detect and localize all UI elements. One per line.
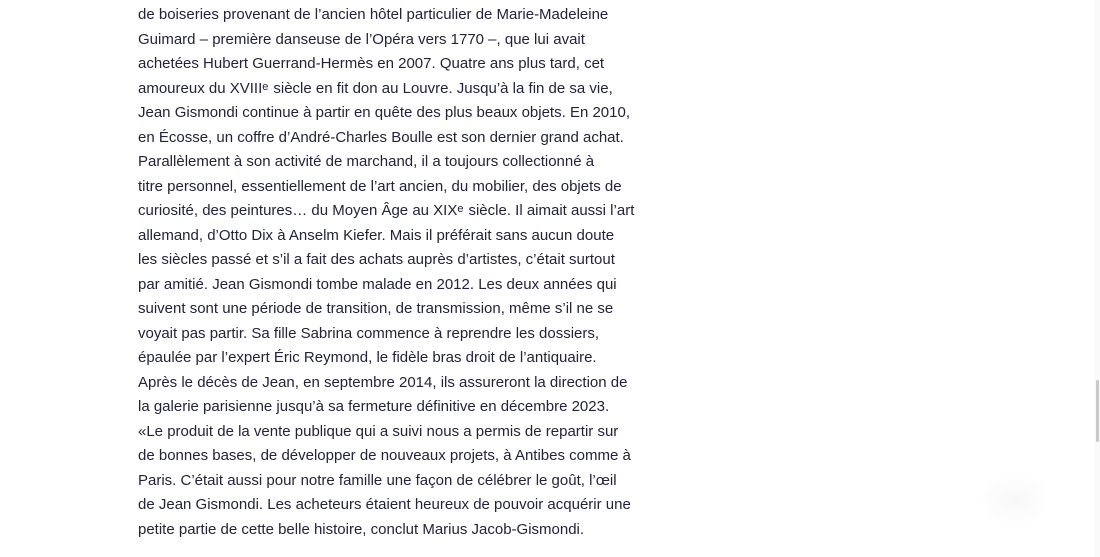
text-segment: titre personnel, essentiellement de l’art ancien, du mobilier, des objets de [138, 177, 622, 195]
scrollbar-thumb[interactable] [1096, 380, 1099, 442]
text-segment: «Le produit de la vente publique qui a suivi nous a permis de repartir sur [138, 422, 619, 440]
text-line [138, 175, 622, 200]
text-segment: petite partie de cette belle histoire, conclut Marius Jacob-Gismondi. [138, 520, 585, 538]
text-line [138, 224, 615, 249]
text-line [138, 101, 630, 126]
text-line [138, 77, 613, 102]
text-line [138, 3, 609, 28]
text-line [138, 346, 598, 371]
faded-widget [975, 470, 1055, 530]
text-line [138, 518, 598, 543]
scrollbar-track[interactable] [1094, 0, 1100, 557]
text-line [138, 322, 598, 347]
text-segment: siècle. Il aimait aussi l’art [468, 202, 635, 219]
text-segment: la galerie parisienne jusqu’à sa fermeture définitive en décembre 2023. [138, 398, 610, 415]
text-segment: de Jean Gismondi. Les acheteurs étaient heureux de pouvoir acquérir une [138, 496, 631, 513]
text-line [138, 469, 617, 494]
text-segment: achetées Hubert Guerrand-Hermès en 2007. Quatre ans plus tard, cet [138, 55, 605, 72]
article-body [138, 3, 635, 542]
text-segment: voyait pas partir. Sa fille Sabrina commence à reprendre les dossiers, [138, 324, 600, 342]
text-line [138, 493, 631, 518]
text-line [138, 420, 619, 445]
text-segment: par amitié. Jean Gismondi tombe malade en 2012. Les deux années qui [138, 275, 617, 293]
text-segment: Après le décès de Jean, en septembre 2014, ils assureront la direction de [138, 373, 628, 391]
text-line [138, 199, 635, 224]
text-line [138, 297, 614, 322]
text-segment: Parallèlement à son activité de marchand, il a toujours collectionné à [138, 153, 595, 170]
text-line [138, 126, 624, 151]
text-line [138, 248, 615, 273]
text-segment: de boiseries provenant de l’ancien hôtel particulier de Marie-Madeleine [138, 6, 609, 23]
century-superscript: e [262, 80, 269, 93]
text-line [138, 273, 617, 298]
text-segment: allemand, d’Otto Dix à Anselm Kiefer. Mais il préférait sans aucun doute [138, 226, 615, 244]
century-superscript: e [457, 203, 464, 215]
text-segment: siècle en fit don au Louvre. Jusqu’à la fin de sa vie, [273, 79, 613, 97]
text-line [138, 395, 610, 420]
text-segment: en Écosse, un coffre d’André-Charles Boulle est son dernier grand achat. [138, 128, 624, 146]
text-line [138, 150, 598, 175]
text-line [138, 28, 598, 53]
text-segment: suivent sont une période de transition, de transmission, même s’il ne se [138, 300, 614, 317]
text-line [138, 444, 631, 469]
text-segment: Paris. C’était aussi pour notre famille une façon de célébrer le goût, l’œil [138, 471, 617, 489]
text-segment: les siècles passé et s’il a fait des achats auprès d’artistes, c’était surtout [138, 251, 615, 268]
text-segment: Guimard – première danseuse de l’Opéra vers 1770 –, que lui avait [138, 30, 585, 48]
text-line [138, 52, 605, 77]
text-segment: de bonnes bases, de développer de nouveaux projets, à Antibes comme à [138, 447, 631, 464]
text-segment: épaulée par l’expert Éric Reymond, le fidèle bras droit de l’antiquaire. [138, 349, 597, 366]
text-line [138, 371, 628, 396]
text-segment: amoureux du XVIII [138, 79, 263, 97]
text-segment: curiosité, des peintures… du Moyen Âge au XIX [138, 202, 458, 219]
text-segment: Jean Gismondi continue à partir en quête des plus beaux objets. En 2010, [138, 104, 630, 121]
